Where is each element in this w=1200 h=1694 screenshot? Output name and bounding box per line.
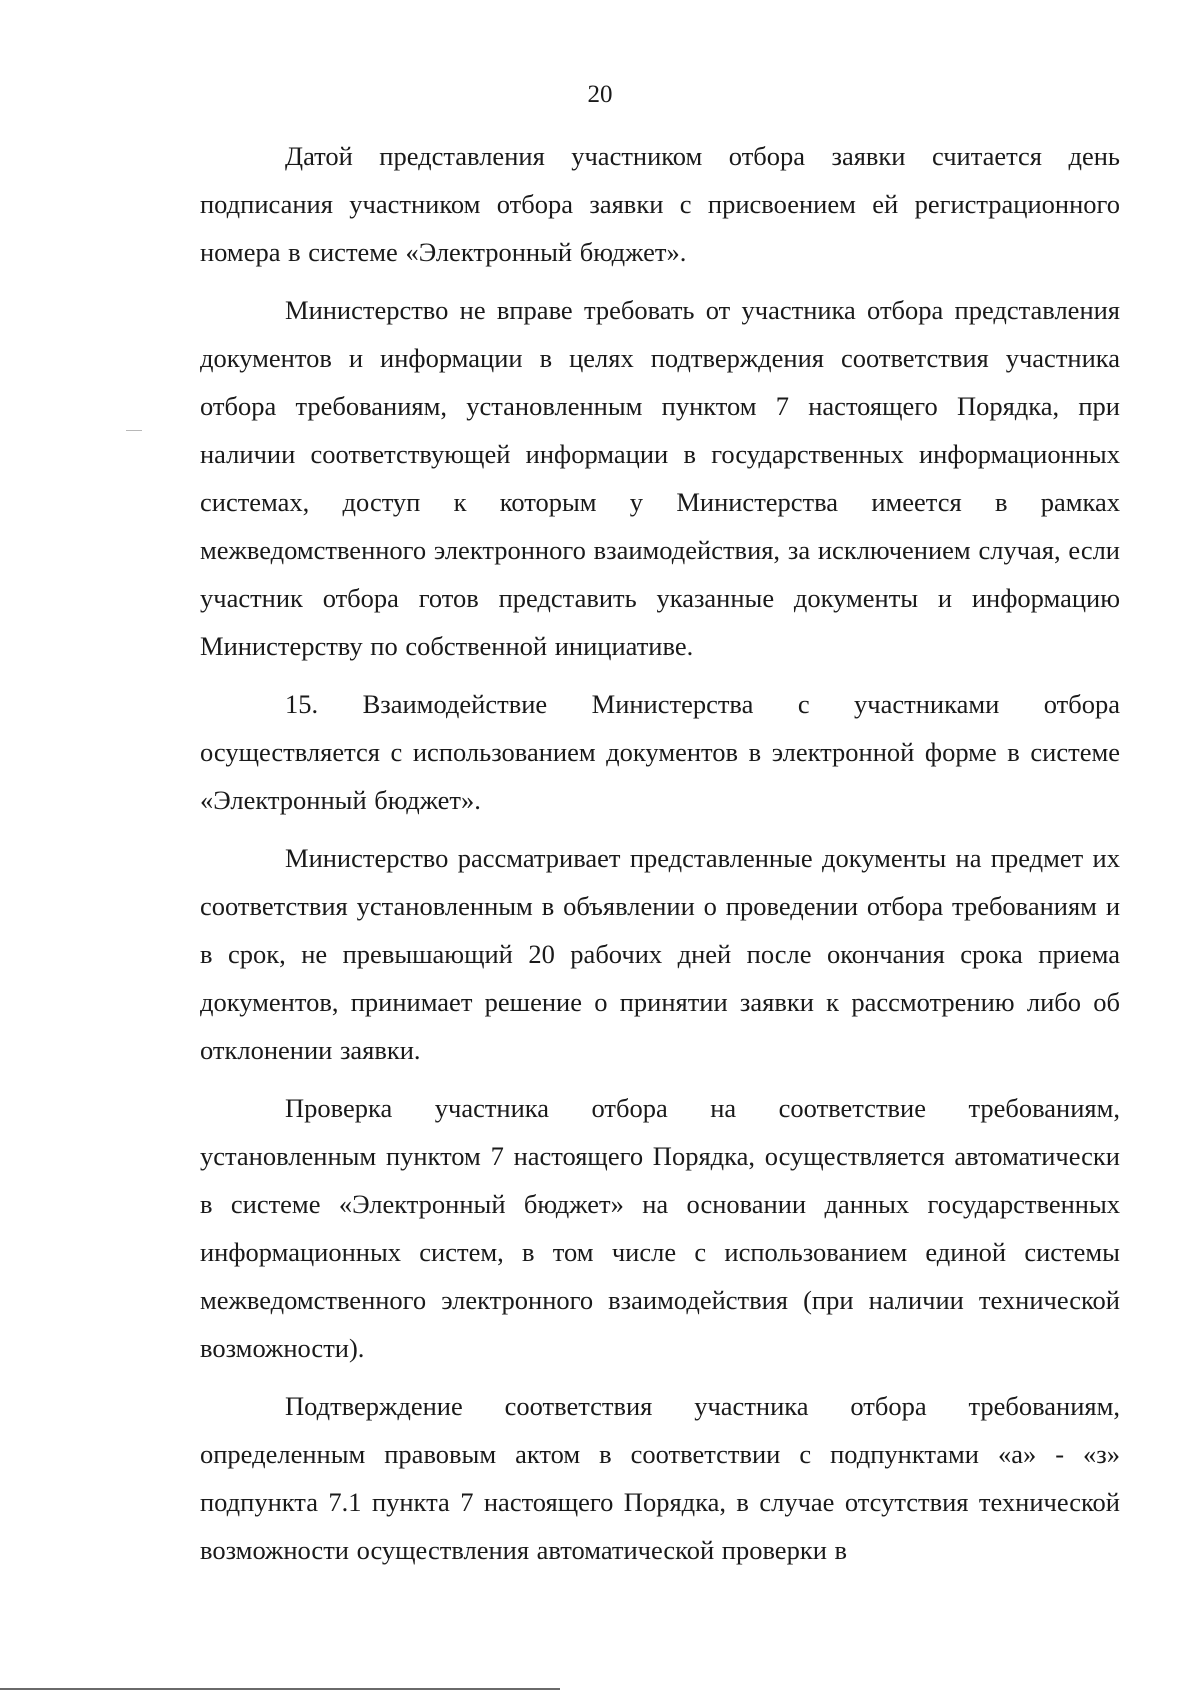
page-number: 20: [587, 81, 613, 108]
bottom-rule: [0, 1688, 560, 1690]
paragraph-ministry-documents: Министерство не вправе требовать от участника отбора представления документов и информации в целях подтверждения соответствия участника отбора требованиям, установленным пунктом 7 настоящего Порядка, при наличии соответствующей информации в государственных информационных системах, доступ к которым у Министерства имеется в рамках межведомственного электронного взаимодействия, за исключением случая, если участник отбора готов представить указанные документы и информацию Министерству по собственной инициативе.: [200, 295, 1120, 661]
margin-mark: [126, 430, 142, 431]
paragraph-automatic-check: Проверка участника отбора на соответствие требованиям, установленным пунктом 7 настоящего Порядка, осуществляется автоматически в системе «Электронный бюджет» на основании данных государственных информационных систем, в том числе с использованием единой системы межведомственного электронного взаимодействия (при наличии технической возможности).: [200, 1093, 1120, 1363]
paragraph-submission-date: Датой представления участником отбора заявки считается день подписания участником отбора заявки с присвоением ей регистрационного номера в системе «Электронный бюджет».: [200, 141, 1120, 267]
paragraph-ministry-review: Министерство рассматривает представленные документы на предмет их соответствия установленным в объявлении о проведении отбора требованиям и в срок, не превышающий 20 рабочих дней после окончания срока приема документов, принимает решение о принятии заявки к рассмотрению либо об отклонении заявки.: [200, 843, 1120, 1065]
paragraph-item-15: 15. Взаимодействие Министерства с участниками отбора осуществляется с использованием документов в электронной форме в системе «Электронный бюджет».: [200, 689, 1120, 815]
document-body: [200, 132, 1120, 1584]
paragraph-confirmation: Подтверждение соответствия участника отбора требованиям, определенным правовым актом в соответствии с подпунктами «а» - «з» подпункта 7.1 пункта 7 настоящего Порядка, в случае отсутствия технической возможности осуществления автоматической проверки в: [200, 1391, 1120, 1565]
